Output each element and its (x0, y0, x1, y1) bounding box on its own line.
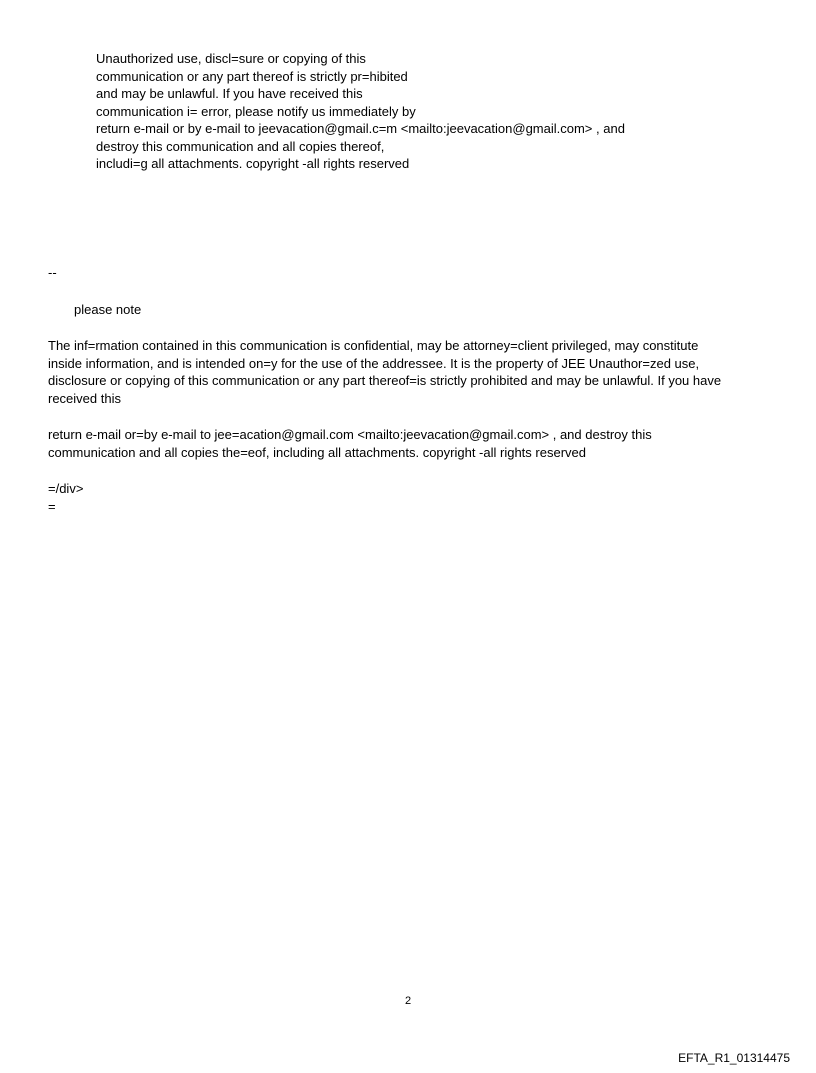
confidentiality-paragraph (48, 337, 721, 407)
disclaimer-line: and may be unlawful. If you have received this (96, 86, 363, 101)
disclaimer-line: return e-mail or by e-mail to jeevacation@gmail.c=m <mailto:jeevacation@gmail.com> , and (96, 121, 625, 136)
disclaimer-line: communication or any part thereof is strictly pr=hibited (96, 68, 408, 84)
disclaimer-line: destroy this communication and all copies thereof, (96, 138, 385, 154)
paragraph-line: The inf=rmation contained in this communication is confidential, may be attorney=client privileged, may constitute (48, 338, 699, 353)
signature-separator: -- (48, 265, 57, 280)
disclaimer-line: includi=g all attachments. copyright -all rights reserved (96, 156, 410, 171)
disclaimer-line: Unauthorized use, discl=sure or copying of this (96, 51, 366, 66)
document-id: EFTA_R1_01314475 (678, 1051, 790, 1065)
page-number: 2 (404, 995, 412, 1007)
return-email-paragraph (48, 426, 652, 461)
please-note-heading: please note (74, 302, 142, 317)
paragraph-line: communication and all copies the=eof, including all attachments. copyright -all rights reserved (48, 444, 586, 460)
disclaimer-line: communication i= error, please notify us immediately by (96, 103, 416, 119)
closing-markup (48, 480, 83, 515)
paragraph-line: disclosure or copying of this communication or any part thereof=is strictly prohibited and may be unlawful. If you have (48, 373, 722, 388)
closing-line: = (48, 498, 56, 514)
paragraph-line: received this (48, 390, 121, 406)
paragraph-line: return e-mail or=by e-mail to jee=acation@gmail.com <mailto:jeevacation@gmail.com> , and destroy this (48, 427, 652, 442)
disclaimer-top (96, 50, 625, 173)
closing-line: =/div> (48, 481, 84, 496)
paragraph-line: inside information, and is intended on=y for the use of the addressee. It is the property of JEE Unauthor=zed use, (48, 355, 700, 371)
